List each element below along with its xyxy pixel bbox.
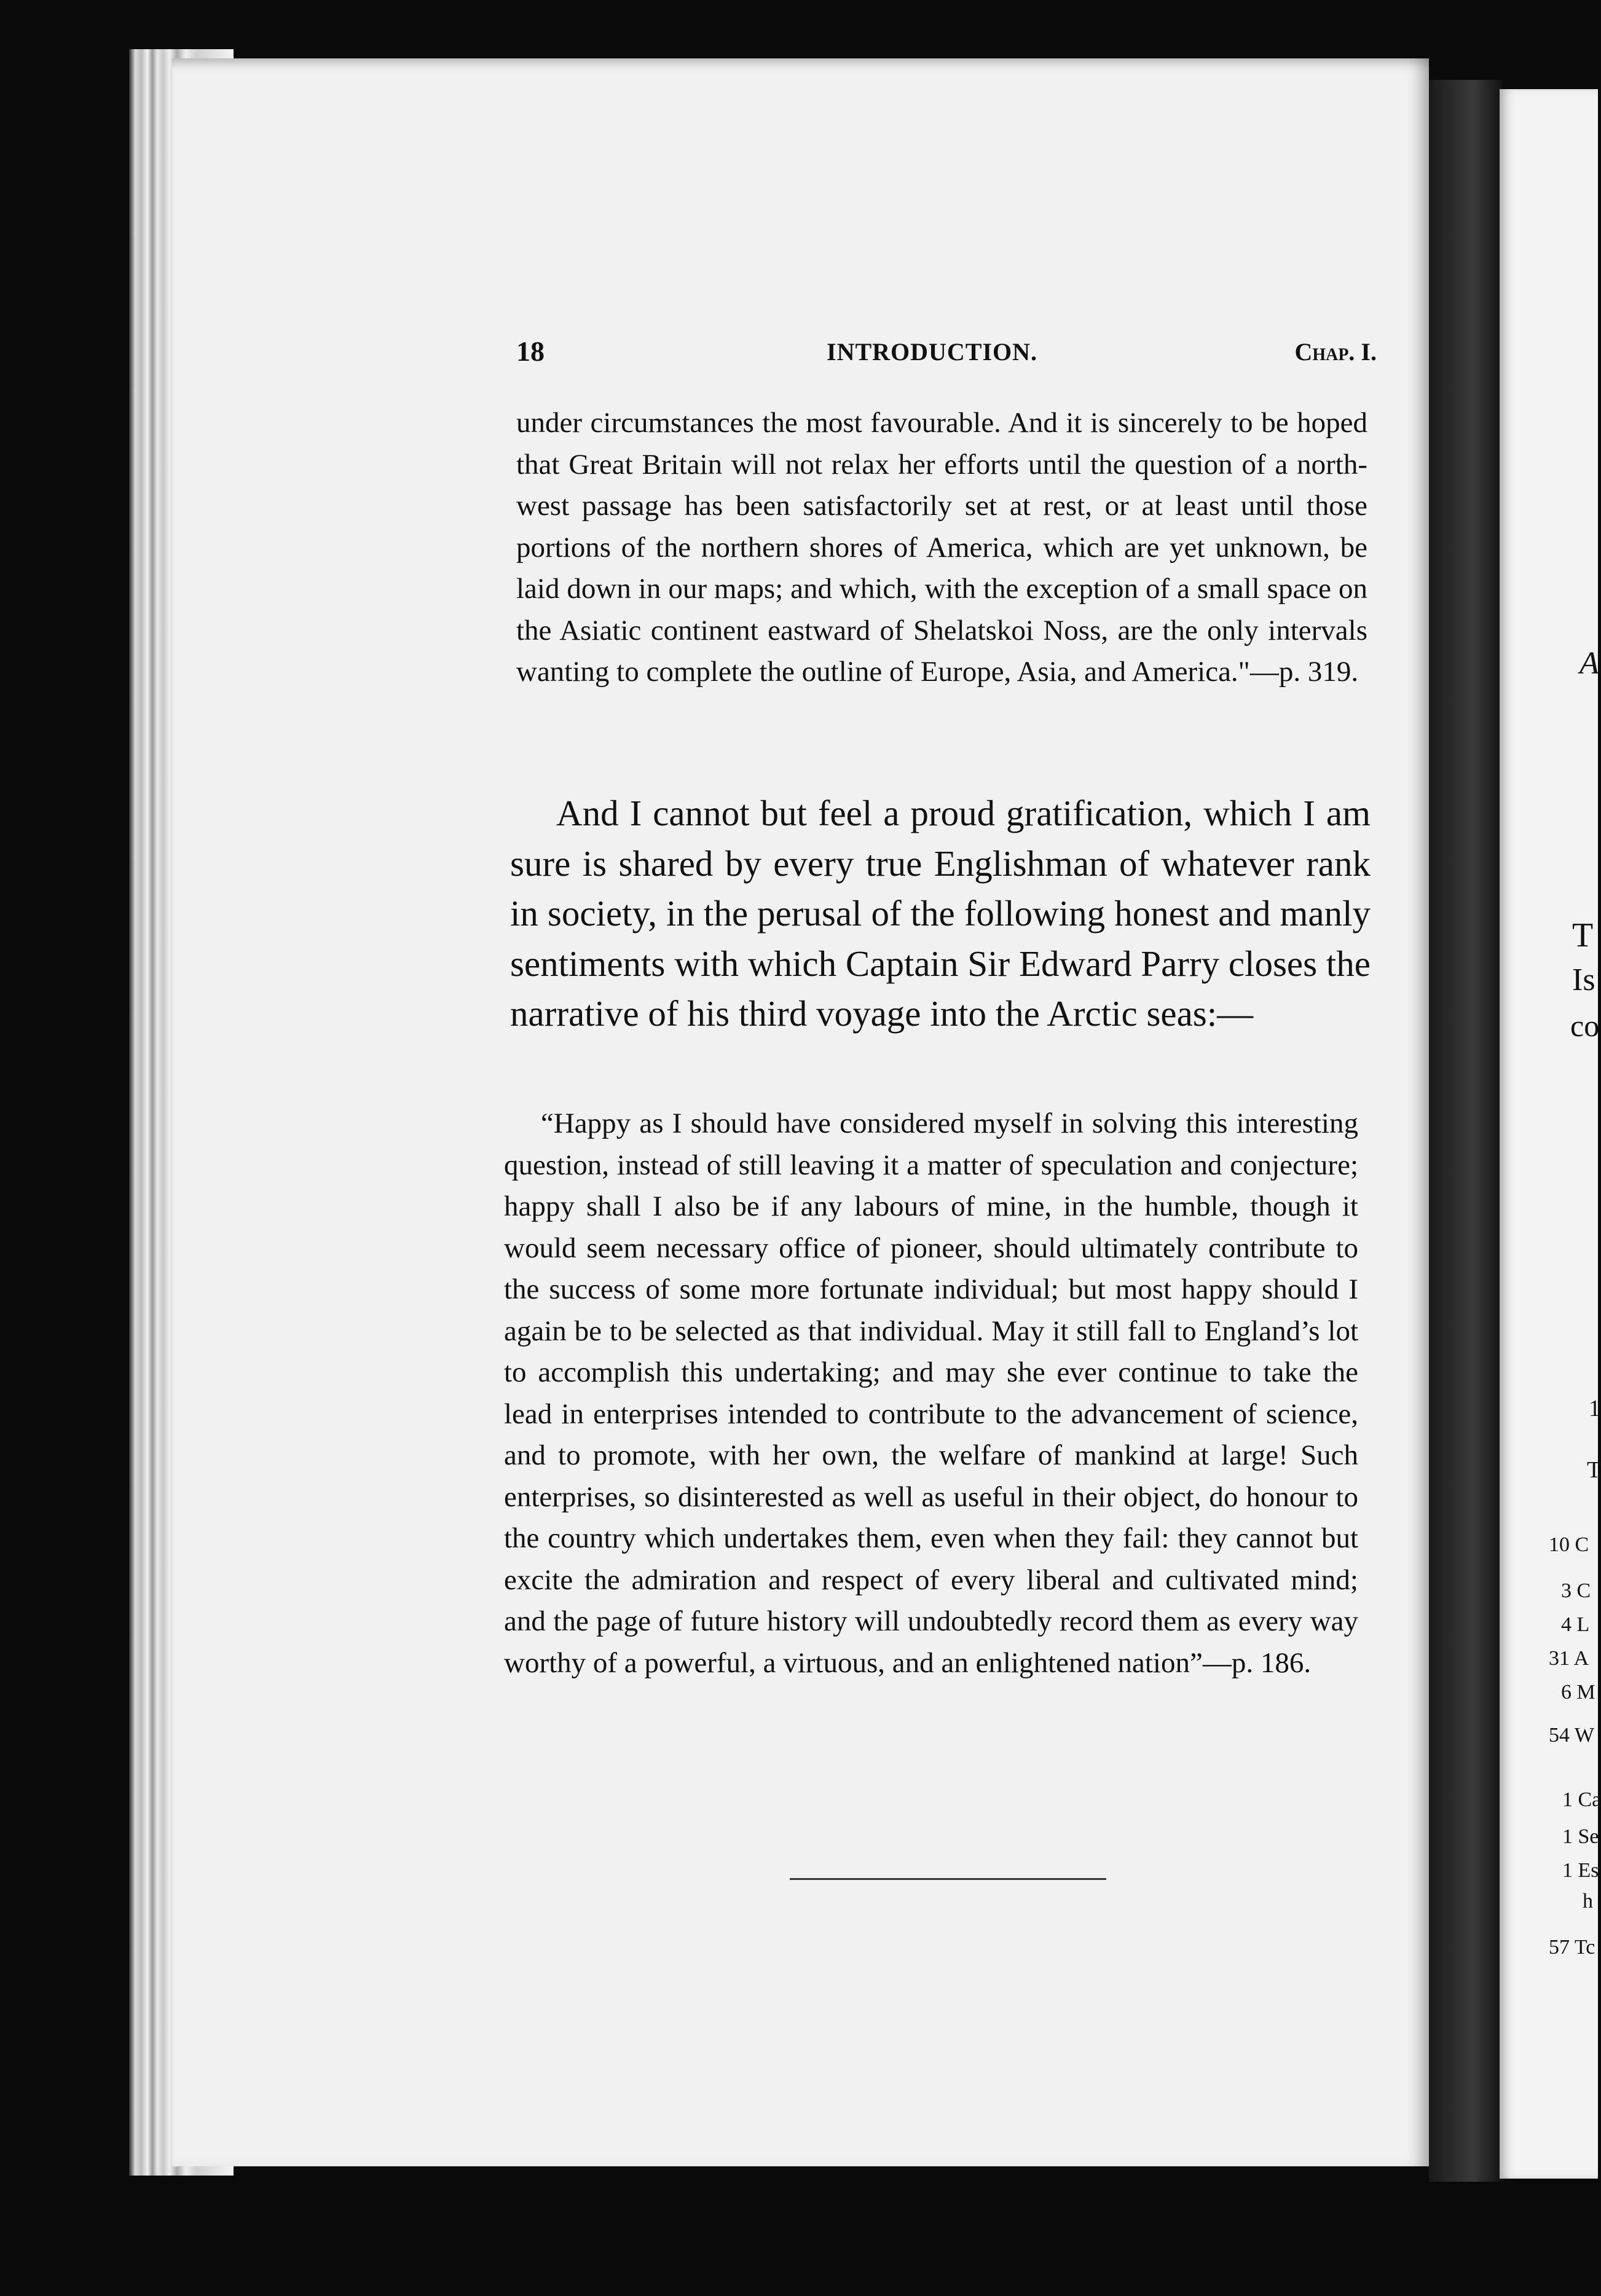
chapter-label: Chap. I.: [1294, 338, 1377, 366]
facing-fragment: T: [1572, 916, 1594, 954]
running-title: INTRODUCTION.: [827, 338, 1038, 366]
facing-page: [1500, 89, 1601, 2179]
facing-fragment: T: [1587, 1457, 1601, 1483]
facing-fragment: 1: [1589, 1396, 1600, 1421]
facing-fragment: 57 Tc: [1549, 1936, 1595, 1959]
page-number: 18: [516, 336, 545, 367]
facing-fragment: 3 C: [1561, 1579, 1591, 1602]
facing-fragment: 10 C: [1549, 1533, 1589, 1556]
facing-fragment: h: [1583, 1890, 1593, 1913]
facing-fragment: 1 Es: [1562, 1859, 1599, 1882]
facing-fragment: co: [1570, 1008, 1600, 1043]
facing-fragment: A: [1579, 646, 1599, 681]
closing-rule: [790, 1878, 1106, 1880]
facing-fragment: 6 M: [1561, 1681, 1595, 1704]
facing-fragment: 31 A: [1549, 1647, 1589, 1670]
paragraph-main-text: And I cannot but feel a proud gratification, which I am sure is shared by every true Englishman of whatever rank in society, in the perusal of the following honest and manly sentiments with which Captain Sir Edward Parry closes the narrative of his third voyage into the Arctic seas:—: [510, 793, 1371, 1034]
facing-fragment: 1 Se: [1562, 1825, 1599, 1848]
facing-fragment: 54 W: [1549, 1724, 1594, 1747]
paragraph-quote-continuation: under circumstances the most favourable. And it is sincerely to be hoped that Great Britain will not relax her efforts until the question of a north-west passage has been satisfactorily set at rest, or at least until those portions of the northern shores of America, which are yet unknown, be laid down in our maps; and which, with the exception of a small space on the Asiatic continent eastward of Shelatskoi Noss, are the only intervals wanting to complete the outline of Europe, Asia, and America."—p. 319.: [516, 407, 1367, 688]
facing-fragment: Is: [1572, 962, 1595, 997]
facing-fragment: 1 Ca: [1562, 1788, 1601, 1811]
facing-fragment: 4 L: [1561, 1613, 1590, 1636]
book-gutter: [1429, 80, 1503, 2182]
paragraph-parry-quote: “Happy as I should have considered myself in solving this interesting question, instead of still leaving it a matter of speculation and conjecture; happy shall I also be if any labours of mine, in the humble, though it would seem necessary office of pioneer, should ultimately contribute to the success of some more fortunate individual; but most happy should I again be to be selected as that individual. May it still fall to England’s lot to accomplish this undertaking; and may she ever continue to take the lead in enterprises intended to contribute to the advancement of science, and to promote, with her own, the welfare of mankind at large! Such enterprises, so disinterested as well as useful in their object, do honour to the country which undertakes them, even when they fail: they cannot but excite the admiration and respect of every liberal and cultivated mind; and the page of future history will undoubtedly record them as every way worthy of a powerful, a virtuous, and an enlightened nation”—p. 186.: [504, 1107, 1358, 1679]
running-header: [516, 335, 1377, 372]
